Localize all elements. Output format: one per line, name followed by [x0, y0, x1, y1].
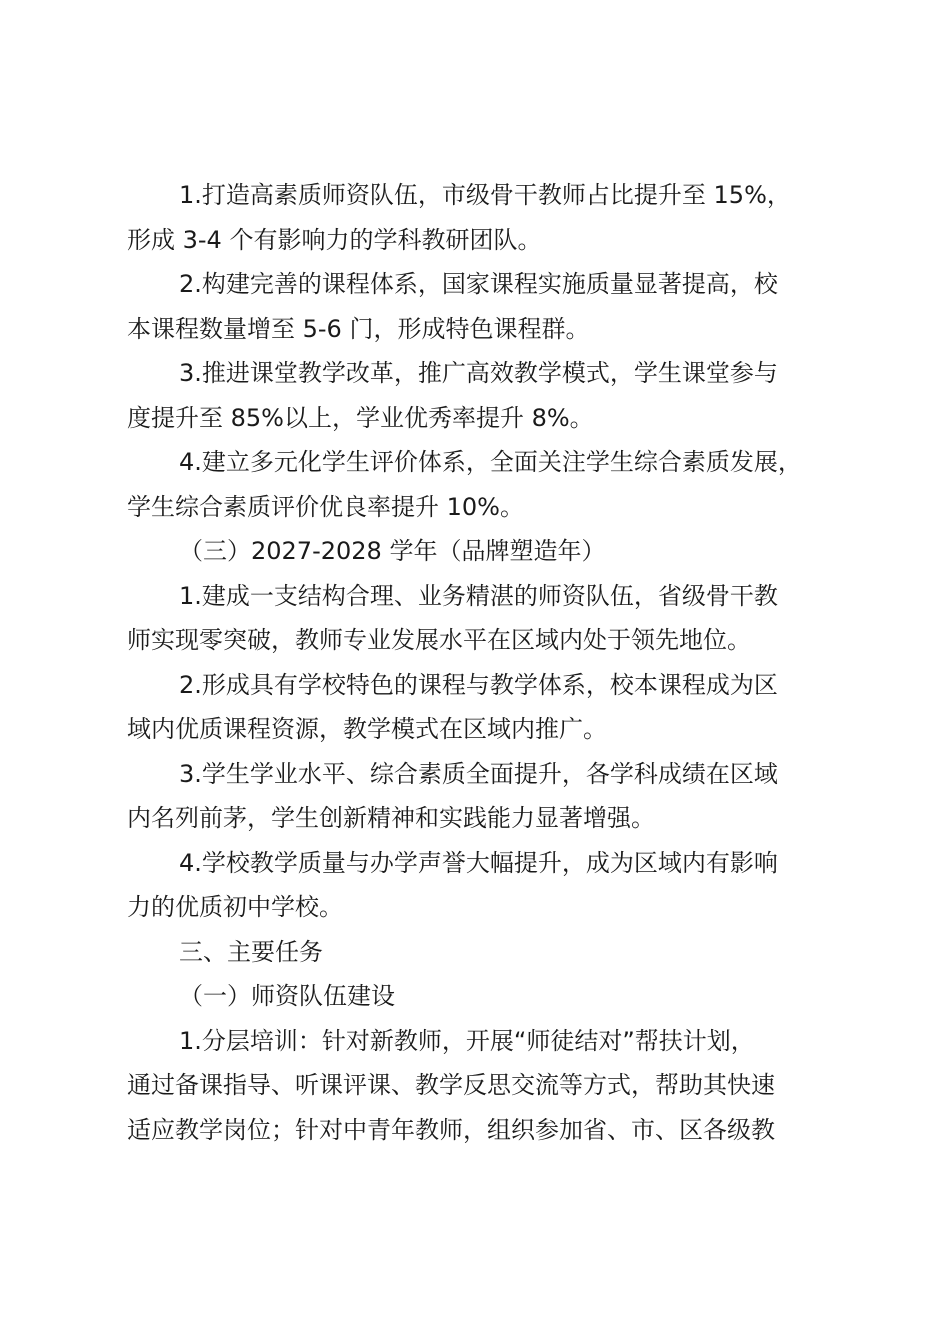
text-line: 学生综合素质评价优良率提升 10%。	[127, 492, 524, 521]
text-line: 本课程数量增至 5-6 门，形成特色课程群。	[127, 314, 590, 343]
text-line: 力的优质初中学校。	[127, 893, 343, 921]
text-line: 内名列前茅，学生创新精神和实践能力显著增强。	[127, 804, 655, 832]
text-line: 师实现零突破，教师专业发展水平在区域内处于领先地位。	[127, 626, 751, 654]
paragraph-5	[127, 574, 837, 663]
heading-line: （三）2027-2028 学年（品牌塑造年）	[179, 537, 606, 565]
document-body	[127, 173, 837, 1152]
text-line: 1.分层培训：针对新教师，开展“师徒结对”帮扶计划，	[179, 1026, 755, 1055]
text-line: 1.打造高素质师资队伍，市级骨干教师占比提升至 15%，	[179, 181, 791, 209]
paragraph-2	[127, 262, 837, 351]
heading-line: （一）师资队伍建设	[179, 982, 395, 1010]
text-line: 1.建成一支结构合理、业务精湛的师资队伍，省级骨干教	[179, 581, 778, 610]
heading-line: 三、主要任务	[179, 937, 323, 966]
section-heading-main-tasks	[127, 930, 837, 975]
section-heading-teacher-team	[127, 974, 837, 1019]
paragraph-3	[127, 351, 837, 440]
text-line: 3.推进课堂教学改革，推广高效教学模式，学生课堂参与	[179, 359, 778, 387]
paragraph-1	[127, 173, 837, 262]
text-line: 通过备课指导、听课评课、教学反思交流等方式，帮助其快速	[127, 1071, 775, 1099]
text-line: 2.构建完善的课程体系，国家课程实施质量显著提高，校	[179, 270, 778, 298]
paragraph-8	[127, 841, 837, 930]
text-line: 4.建立多元化学生评价体系，全面关注学生综合素质发展，	[179, 448, 802, 476]
text-line: 形成 3-4 个有影响力的学科教研团队。	[127, 225, 542, 254]
text-line: 域内优质课程资源，教学模式在区域内推广。	[127, 715, 607, 743]
text-line: 度提升至 85%以上，学业优秀率提升 8%。	[127, 403, 594, 432]
section-heading-2027-2028	[127, 529, 837, 574]
paragraph-7	[127, 752, 837, 841]
text-line: 适应教学岗位；针对中青年教师，组织参加省、市、区各级教	[127, 1115, 775, 1144]
paragraph-9	[127, 1019, 837, 1153]
text-line: 3.学生学业水平、综合素质全面提升，各学科成绩在区域	[179, 759, 778, 788]
text-line: 4.学校教学质量与办学声誉大幅提升，成为区域内有影响	[179, 848, 778, 877]
text-line: 2.形成具有学校特色的课程与教学体系，校本课程成为区	[179, 670, 778, 699]
paragraph-6	[127, 663, 837, 752]
paragraph-4	[127, 440, 837, 529]
